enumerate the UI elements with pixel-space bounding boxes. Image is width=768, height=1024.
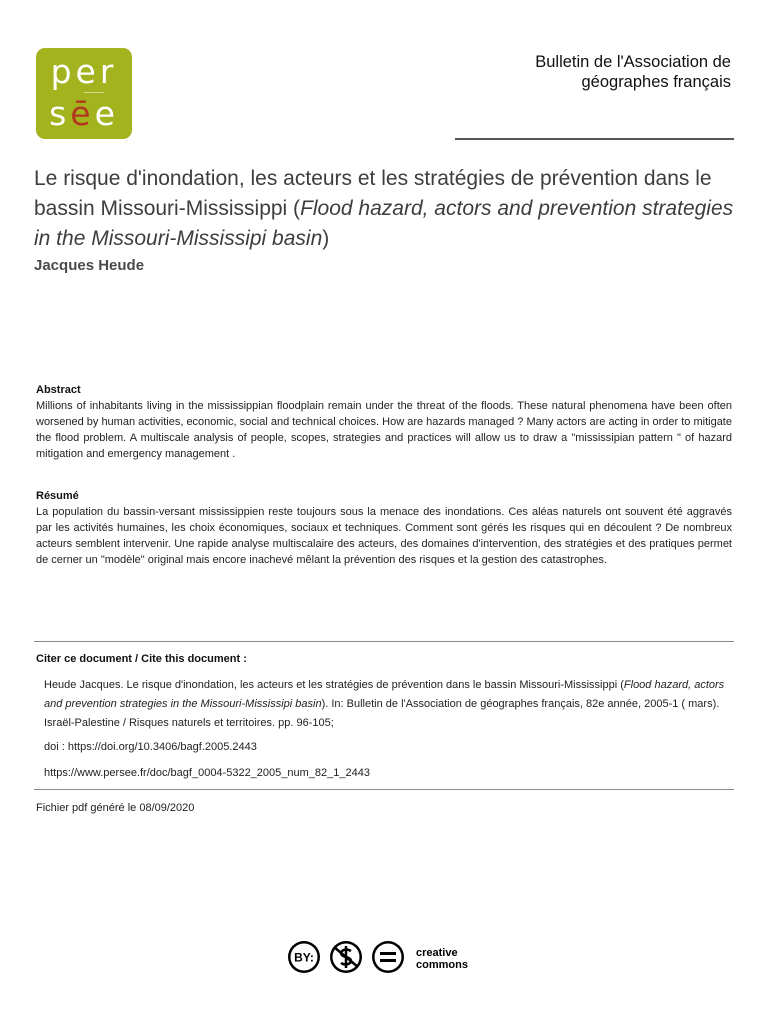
logo-line-2 (36, 96, 132, 132)
nd-inner (375, 944, 402, 971)
citation-part-2: Flood hazard, actors and prevention strategies in the Missouri-Mississipi basin (44, 679, 725, 710)
citation-part-1: Heude Jacques. Le risque d'inondation, les acteurs et les stratégies de prévention dans le bassin Missouri-Mississippi ( (44, 679, 624, 691)
divider-bottom (34, 789, 734, 790)
cc-word-creative: creative (416, 947, 458, 959)
logo-line-2-c: e (94, 94, 119, 133)
journal-name (535, 52, 731, 92)
logo-separator (84, 92, 104, 93)
logo-line-2-a: s (49, 94, 71, 133)
logo-line-1: per (50, 52, 118, 91)
logo-line-2-b: ē (70, 94, 95, 133)
persee-logo (36, 48, 132, 139)
abstract-heading: Abstract (36, 384, 81, 396)
title-english: Flood hazard, actors and prevention strategies in the Missouri-Mississipi basin (34, 197, 734, 250)
article-author: Jacques Heude (34, 257, 145, 274)
journal-line-1: Bulletin de l'Association de (535, 53, 731, 71)
article-title (34, 164, 734, 254)
resume-heading: Résumé (36, 490, 79, 502)
title-close: ) (322, 227, 330, 250)
resume-text: La population du bassin-versant mississippien reste toujours sous la menace des inondations. Ces aléas naturels ont souvent été aggravés par les activités humaines, les choix économiques, sociaux et techniques. Comment sont gérés les risques qui en découlent ? De nombreux acteurs semblent intervenir. Une rapide analyse multiscalaire des acteurs, des domaines d'intervention, des stratégies et des pratiques permet de cerner un "modèle" original mais encore inachevé mêlant la prévention des risques et la gestion des catastrophes. (36, 506, 732, 566)
divider-top (34, 641, 734, 642)
journal-line-2: géographes français (581, 73, 731, 91)
by-label: BY: (294, 950, 314, 965)
citation-part-3: ). In: Bulletin de l'Association de géographes français, 82e année, 2005-1 ( mars). Israël-Palestine / Risques naturels et territoires. pp. 96-105; (44, 698, 720, 729)
persee-url-link[interactable]: https://www.persee.fr/doc/bagf_0004-5322_2005_num_82_1_2443 (44, 767, 370, 779)
generated-date: Fichier pdf généré le 08/09/2020 (36, 802, 195, 814)
abstract-text: Millions of inhabitants living in the mississippian floodplain remain under the threat of the floods. These natural phenomena have been often worsened by human activities, economic, social and technical choices. How are hazards managed ? Many actors are acting in order to mitigate the flood problem. A multiscale analysis of people, scopes, strategies and practices will allow us to draw a "mississipian pattern " of hazard mitigation and emergency management . (36, 400, 732, 460)
citation-heading: Citer ce document / Cite this document : (36, 653, 247, 665)
citation-text (44, 676, 732, 733)
cc-by-nc-nd-icon (286, 937, 486, 977)
doi-link[interactable]: doi : https://doi.org/10.3406/bagf.2005.2443 (44, 741, 257, 753)
title-french: Le risque d'inondation, les acteurs et les stratégies de prévention dans le bassin Missouri-Mississippi ( (34, 167, 712, 220)
cc-word-commons: commons (416, 959, 468, 971)
nd-bar-top (380, 952, 396, 955)
nd-bar-bottom (380, 959, 396, 962)
header-rule (455, 138, 734, 140)
